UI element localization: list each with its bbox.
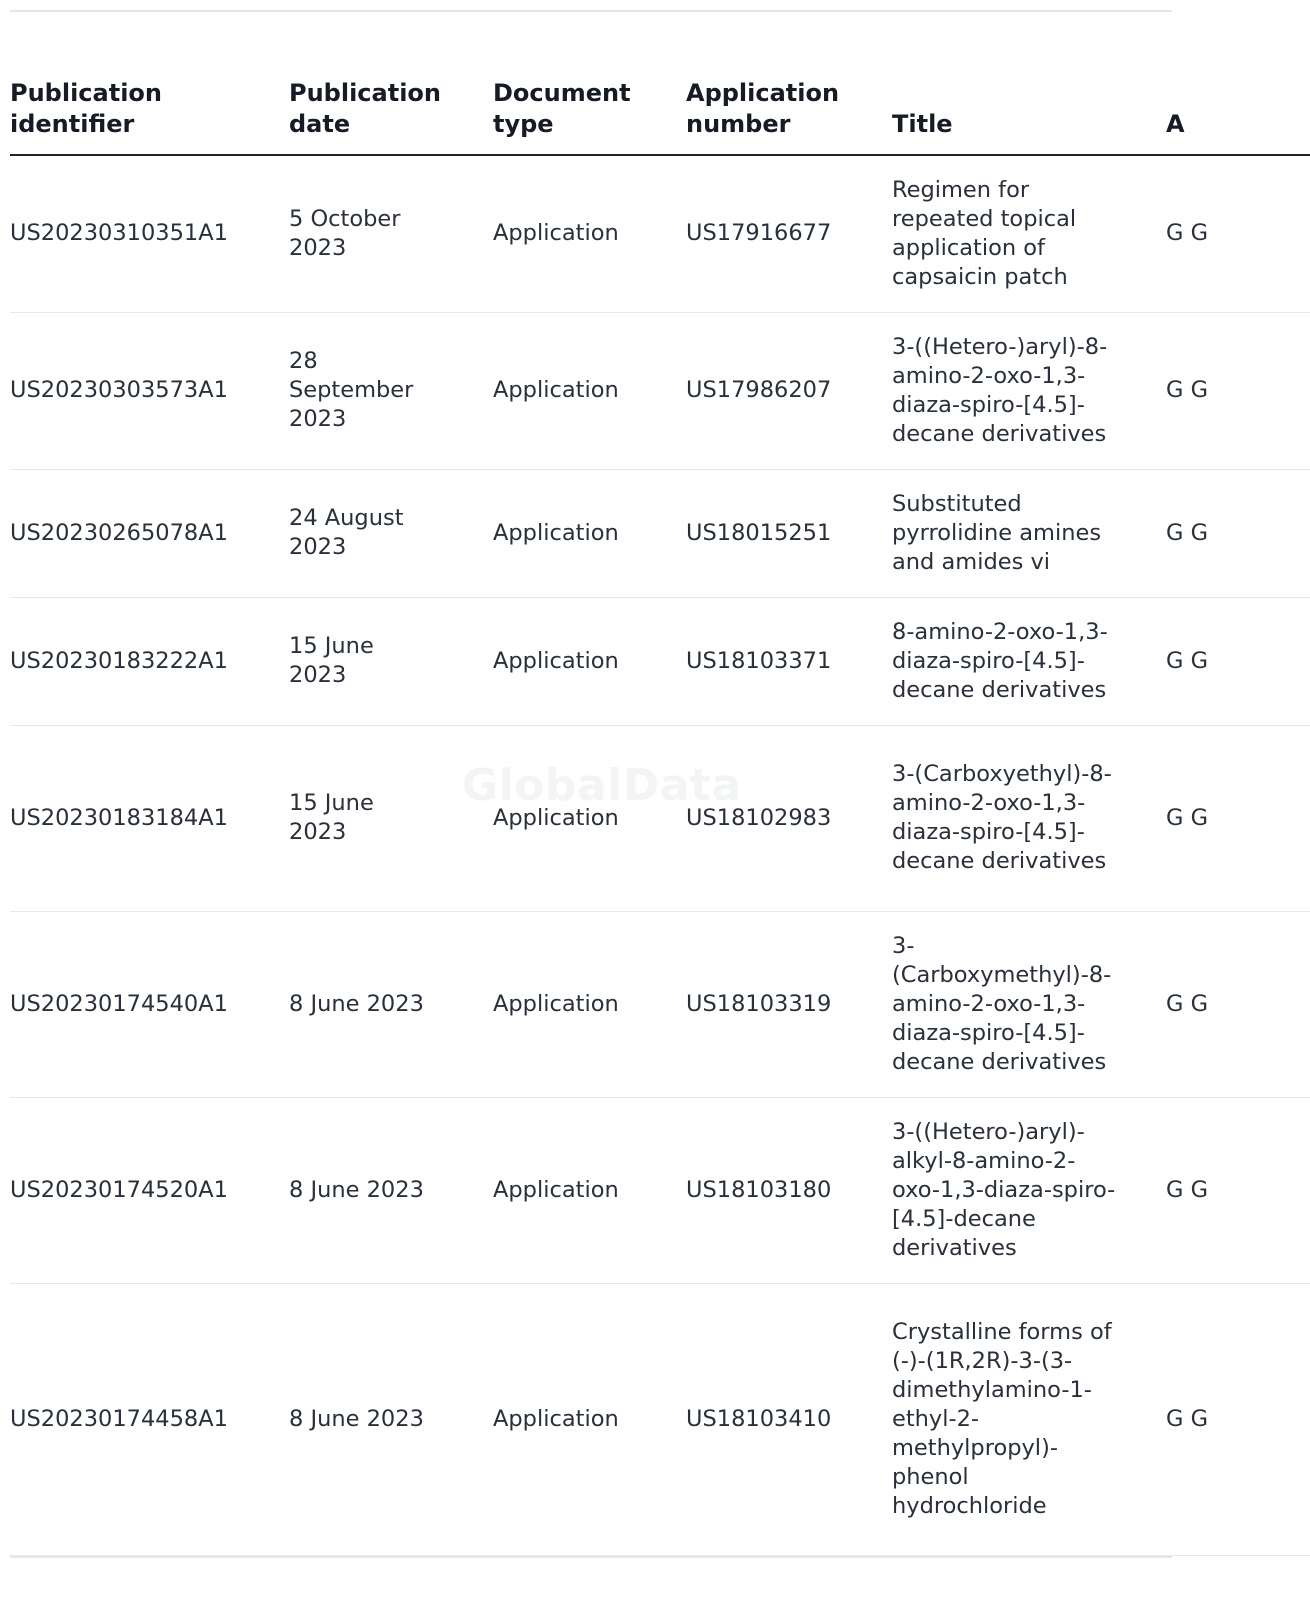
cell-publication-date: 15 June 2023: [289, 597, 493, 725]
table-row: [10, 911, 1310, 1097]
cell-publication-identifier: US20230183184A1: [10, 725, 289, 911]
cell-publication-date: 8 June 2023: [289, 1283, 493, 1555]
patent-table-container: [10, 60, 1209, 1556]
cell-next-truncated: G G: [1166, 312, 1310, 469]
cell-next-truncated: G G: [1166, 725, 1310, 911]
cell-publication-date: 5 October 2023: [289, 155, 493, 312]
cell-document-type: Application: [493, 1097, 686, 1283]
bottom-divider: [10, 1556, 1172, 1558]
cell-publication-date: 8 June 2023: [289, 1097, 493, 1283]
table-header-row: [10, 60, 1310, 155]
cell-publication-identifier: US20230174520A1: [10, 1097, 289, 1283]
cell-application-number: US18103371: [686, 597, 892, 725]
cell-document-type: Application: [493, 597, 686, 725]
cell-document-type: Application: [493, 911, 686, 1097]
cell-publication-identifier: US20230303573A1: [10, 312, 289, 469]
cell-publication-identifier: US20230174540A1: [10, 911, 289, 1097]
table-row: [10, 469, 1310, 597]
column-header-title[interactable]: Title: [892, 60, 1166, 155]
cell-document-type: Application: [493, 312, 686, 469]
patent-table: [10, 60, 1310, 1556]
cell-title: 8-amino-2-oxo-1,3-diaza-spiro-[4.5]-decane derivatives: [892, 597, 1166, 725]
table-row: [10, 725, 1310, 911]
top-divider: [10, 10, 1172, 12]
cell-document-type: Application: [493, 1283, 686, 1555]
cell-publication-date: 15 June 2023: [289, 725, 493, 911]
cell-next-truncated: G G: [1166, 1283, 1310, 1555]
cell-next-truncated: G G: [1166, 911, 1310, 1097]
cell-application-number: US18103319: [686, 911, 892, 1097]
column-header-next-truncated[interactable]: A: [1166, 60, 1310, 155]
cell-application-number: US18103410: [686, 1283, 892, 1555]
table-row: [10, 155, 1310, 312]
cell-title: 3-((Hetero-)aryl)-alkyl-8-amino-2-oxo-1,3-diaza-spiro-[4.5]-decane derivatives: [892, 1097, 1166, 1283]
table-row: [10, 312, 1310, 469]
cell-publication-identifier: US20230310351A1: [10, 155, 289, 312]
table-row: [10, 1097, 1310, 1283]
cell-application-number: US17986207: [686, 312, 892, 469]
cell-title: 3-((Hetero-)aryl)-8-amino-2-oxo-1,3-diaza-spiro-[4.5]-decane derivatives: [892, 312, 1166, 469]
cell-document-type: Application: [493, 469, 686, 597]
cell-document-type: Application: [493, 725, 686, 911]
cell-application-number: US18015251: [686, 469, 892, 597]
cell-document-type: Application: [493, 155, 686, 312]
cell-application-number: US17916677: [686, 155, 892, 312]
cell-title: Regimen for repeated topical application of capsaicin patch: [892, 155, 1166, 312]
cell-publication-identifier: US20230265078A1: [10, 469, 289, 597]
cell-title: 3-(Carboxyethyl)-8-amino-2-oxo-1,3-diaza-spiro-[4.5]-decane derivatives: [892, 725, 1166, 911]
watermark: GlobalData: [462, 760, 742, 811]
column-header-publication-date[interactable]: Publication date: [289, 60, 493, 155]
column-header-publication-identifier[interactable]: Publication identifier: [10, 60, 289, 155]
column-header-application-number[interactable]: Application number: [686, 60, 892, 155]
cell-publication-identifier: US20230183222A1: [10, 597, 289, 725]
cell-next-truncated: G G: [1166, 597, 1310, 725]
table-row: [10, 1283, 1310, 1555]
cell-next-truncated: G G: [1166, 155, 1310, 312]
cell-title: 3-(Carboxymethyl)-8-amino-2-oxo-1,3-diaza-spiro-[4.5]-decane derivatives: [892, 911, 1166, 1097]
cell-application-number: US18102983: [686, 725, 892, 911]
cell-title: Substituted pyrrolidine amines and amides vi: [892, 469, 1166, 597]
column-header-document-type[interactable]: Document type: [493, 60, 686, 155]
cell-publication-identifier: US20230174458A1: [10, 1283, 289, 1555]
cell-application-number: US18103180: [686, 1097, 892, 1283]
cell-next-truncated: G G: [1166, 1097, 1310, 1283]
cell-publication-date: 8 June 2023: [289, 911, 493, 1097]
cell-title: Crystalline forms of (-)-(1R,2R)-3-(3-dimethylamino-1-ethyl-2-methylpropyl)-phenol hydrochloride: [892, 1283, 1166, 1555]
table-row: [10, 597, 1310, 725]
cell-publication-date: 24 August 2023: [289, 469, 493, 597]
cell-publication-date: 28 September 2023: [289, 312, 493, 469]
cell-next-truncated: G G: [1166, 469, 1310, 597]
